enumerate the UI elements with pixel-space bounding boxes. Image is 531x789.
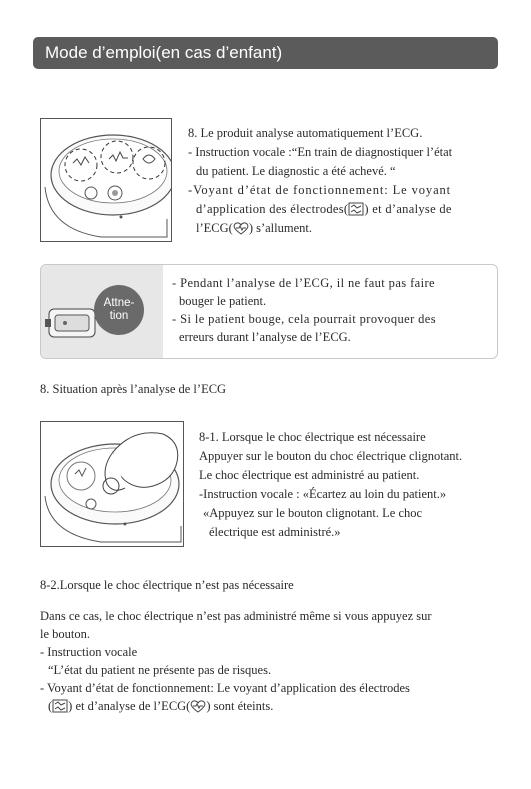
step8-1-line-5: électrique est administré.» [209,525,341,539]
defibrillator-device-icon [41,119,171,241]
step8-2-text-c: ) sont éteints. [206,699,274,713]
step8-2-line-4: “L’état du patient ne présente pas de risques. [48,663,272,677]
step8-indicator-line3 [196,219,312,241]
attention-illustration [41,265,163,358]
step8-1-line-4: «Appuyez sur le bouton clignotant. Le choc [203,506,423,520]
attention-line-4: erreurs durant l’analyse de l’ECG. [179,330,351,344]
step8-title: 8. Le produit analyse automatiquement l’ECG. [188,126,423,140]
ecg-heart-icon [233,221,249,241]
ecg-heart-icon [190,699,206,719]
indicator-text-d: ) s’allument. [248,221,312,235]
step8-indicator-text: -Voyant d’état de fonctionnement: Le voyant [188,183,452,197]
attention-badge-label: Attne- tion [103,297,135,322]
step8-1-title: 8-1. Lorsque le choc électrique est nécessaire [199,430,426,444]
device-analysis-figure [40,118,172,242]
step8-2-text-a: ( [48,699,53,713]
shock-button-figure [40,421,184,547]
hand-press-icon [41,422,183,546]
step8-2-title: 8-2.Lorsque le choc électrique n’est pas nécessaire [40,578,294,592]
step8-2-line-6 [48,697,273,719]
electrode-icon [52,699,68,719]
indicator-text-a: d’application des électrodes( [196,202,349,216]
step8-2-line-1: Dans ce cas, le choc électrique n’est pas administré même si vous appuyez sur [40,609,432,623]
attention-badge [94,285,144,335]
indicator-text-c: l’ECG( [196,221,233,235]
page-title: Mode d’emploi(en cas d’enfant) [33,37,498,69]
indicator-text-b: ) et d’analyse de [364,202,452,216]
section8-title: 8. Situation après l’analyse de l’ECG [40,382,227,396]
step8-2-line-5: - Voyant d’état de fonctionnement: Le voyant d’application des électrodes [40,681,410,695]
step8-2-text-b: ) et d’analyse de l’ECG( [68,699,191,713]
step8-2-line-2: le bouton. [40,627,90,641]
attention-line-3: - Si le patient bouge, cela pourrait provoquer des [172,312,437,326]
step8-1-line-3: -Instruction vocale : «Écartez au loin du patient.» [199,487,447,501]
attention-line-1: - Pendant l’analyse de l’ECG, il ne faut pas faire [172,276,435,290]
attention-box [40,264,498,359]
step8-1-line-1: Appuyer sur le bouton du choc électrique clignotant. [199,449,463,463]
step8-voice-instruction-cont: du patient. Le diagnostic a été achevé. “ [196,164,396,178]
electrode-icon [348,202,364,222]
step8-2-line-3: - Instruction vocale [40,645,138,659]
step8-voice-instruction: - Instruction vocale :“En train de diagnostiquer l’état [188,145,453,159]
step8-1-line-2: Le choc électrique est administré au patient. [199,468,420,482]
attention-line-2: bouger le patient. [179,294,267,308]
